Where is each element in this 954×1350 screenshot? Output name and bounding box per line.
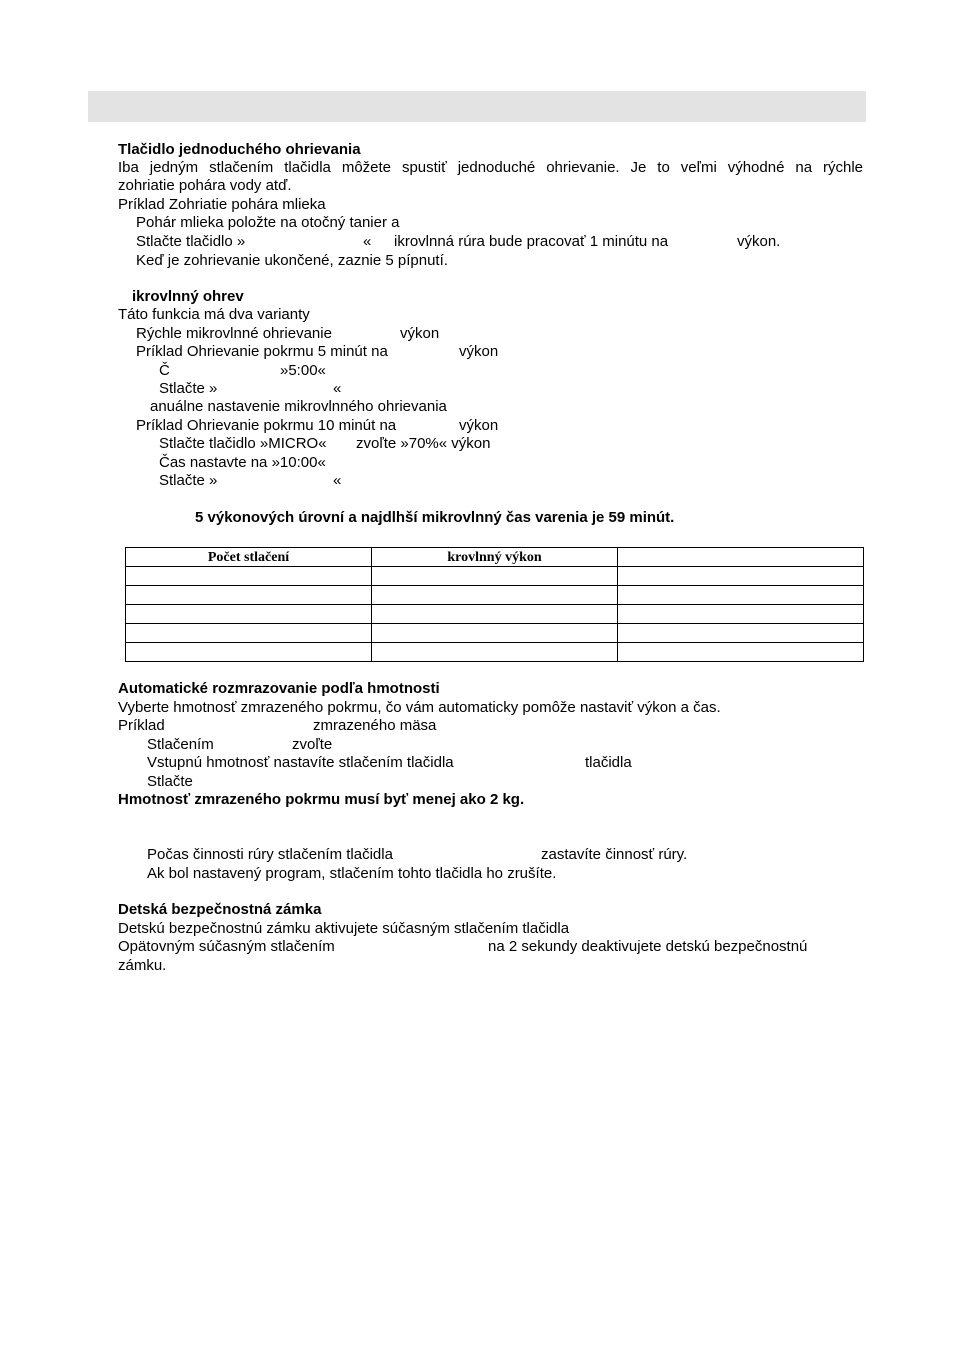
table-cell — [618, 624, 864, 643]
microwave-ex1-power: výkon — [459, 343, 499, 360]
simple-heating-step2-a: Stlačte tlačidlo » — [136, 233, 246, 250]
table-cell — [126, 643, 372, 662]
microwave-manual-label: anuálne nastavenie mikrovlnného ohrievania — [150, 398, 447, 415]
microwave-ex1-label: Príklad Ohrievanie pokrmu 5 minút na — [136, 343, 388, 360]
child-lock-heading: Detská bezpečnostná zámka — [118, 901, 322, 918]
table-cell — [372, 586, 618, 605]
simple-heating-step2-d: výkon. — [737, 233, 781, 250]
child-lock-line2-a: Opätovným súčasným stlačením — [118, 938, 335, 955]
microwave-note: 5 výkonových úrovní a najdlhší mikrovlnný čas varenia je 59 minút. — [195, 509, 675, 526]
microwave-ex1-step1-a: Č — [159, 362, 170, 379]
defrost-intro: Vyberte hmotnosť zmrazeného pokrmu, čo vám automaticky pomôže nastaviť výkon a čas. — [118, 699, 721, 716]
microwave-ex2-label: Príklad Ohrievanie pokrmu 10 minút na — [136, 417, 397, 434]
table-cell — [618, 605, 864, 624]
defrost-heading: Automatické rozmrazovanie podľa hmotnosti — [118, 680, 440, 697]
table-cell — [126, 567, 372, 586]
stop-line1-b: zastavíte činnosť rúry. — [541, 846, 688, 863]
child-lock-line2-b: na 2 sekundy deaktivujete detskú bezpečnostnú — [488, 938, 808, 955]
table-cell — [372, 643, 618, 662]
table-cell — [618, 567, 864, 586]
defrost-note: Hmotnosť zmrazeného pokrmu musí byť menej ako 2 kg. — [118, 791, 525, 808]
table-header-power: krovlnný výkon — [372, 548, 618, 567]
microwave-quick-label: Rýchle mikrovlnné ohrievanie — [136, 325, 332, 342]
table-row — [126, 586, 864, 605]
microwave-heading: ikrovlnný ohrev — [132, 288, 244, 305]
microwave-ex1-step2-b: « — [333, 380, 342, 397]
table-cell — [618, 643, 864, 662]
table-header-extra — [618, 548, 864, 567]
table-cell — [126, 624, 372, 643]
stop-line1-a: Počas činnosti rúry stlačením tlačidla — [147, 846, 393, 863]
microwave-ex2-step1-a: Stlačte tlačidlo »MICRO« — [159, 435, 327, 452]
microwave-quick-power: výkon — [400, 325, 440, 342]
microwave-ex1-step2-a: Stlačte » — [159, 380, 218, 397]
simple-heating-intro-line1: Iba jedným stlačením tlačidla môžete spustiť jednoduché ohrievanie. Je to veľmi výhodné na rýchle — [118, 159, 863, 176]
simple-heating-step1: Pohár mlieka položte na otočný tanier a — [136, 214, 400, 231]
table-cell — [372, 567, 618, 586]
table-cell — [126, 605, 372, 624]
table-row — [126, 567, 864, 586]
table-cell — [618, 586, 864, 605]
section-header-band — [88, 91, 866, 122]
defrost-step2-b: tlačidla — [585, 754, 632, 771]
microwave-ex1-step1-b: »5:00« — [280, 362, 326, 379]
table-row — [126, 624, 864, 643]
stop-line2: Ak bol nastavený program, stlačením tohto tlačidla ho zrušíte. — [147, 865, 557, 882]
child-lock-line1: Detskú bezpečnostnú zámku aktivujete súčasným stlačením tlačidla — [118, 920, 570, 937]
defrost-step1-a: Stlačením — [147, 736, 214, 753]
microwave-ex2-step1-b: zvoľte »70%« výkon — [356, 435, 491, 452]
defrost-example-a: Príklad — [118, 717, 165, 734]
microwave-intro: Táto funkcia má dva varianty — [118, 306, 310, 323]
simple-heating-step3: Keď je zohrievanie ukončené, zaznie 5 pípnutí. — [136, 252, 448, 269]
child-lock-line3: zámku. — [118, 957, 167, 974]
microwave-ex2-step2: Čas nastavte na »10:00« — [159, 454, 326, 471]
simple-heating-example-label: Príklad Zohriatie pohára mlieka — [118, 196, 326, 213]
table-cell — [126, 586, 372, 605]
microwave-ex2-step3-b: « — [333, 472, 342, 489]
simple-heating-heading: Tlačidlo jednoduchého ohrievania — [118, 141, 361, 158]
simple-heating-step2-b: « — [363, 233, 372, 250]
table-header-presses: Počet stlačení — [126, 548, 372, 567]
table-row — [126, 643, 864, 662]
microwave-ex2-power: výkon — [459, 417, 499, 434]
defrost-example-b: zmrazeného mäsa — [313, 717, 437, 734]
defrost-step3: Stlačte — [147, 773, 193, 790]
microwave-ex2-step3-a: Stlačte » — [159, 472, 218, 489]
defrost-step2-a: Vstupnú hmotnosť nastavíte stlačením tlačidla — [147, 754, 454, 771]
defrost-step1-b: zvoľte — [292, 736, 333, 753]
simple-heating-step2-c: ikrovlnná rúra bude pracovať 1 minútu na — [394, 233, 669, 250]
table-cell — [372, 624, 618, 643]
table-row — [126, 605, 864, 624]
table-cell — [372, 605, 618, 624]
power-levels-table — [125, 547, 864, 662]
table-header-row — [126, 548, 864, 567]
simple-heating-intro-line2: zohriatie pohára vody atď. — [118, 177, 292, 194]
